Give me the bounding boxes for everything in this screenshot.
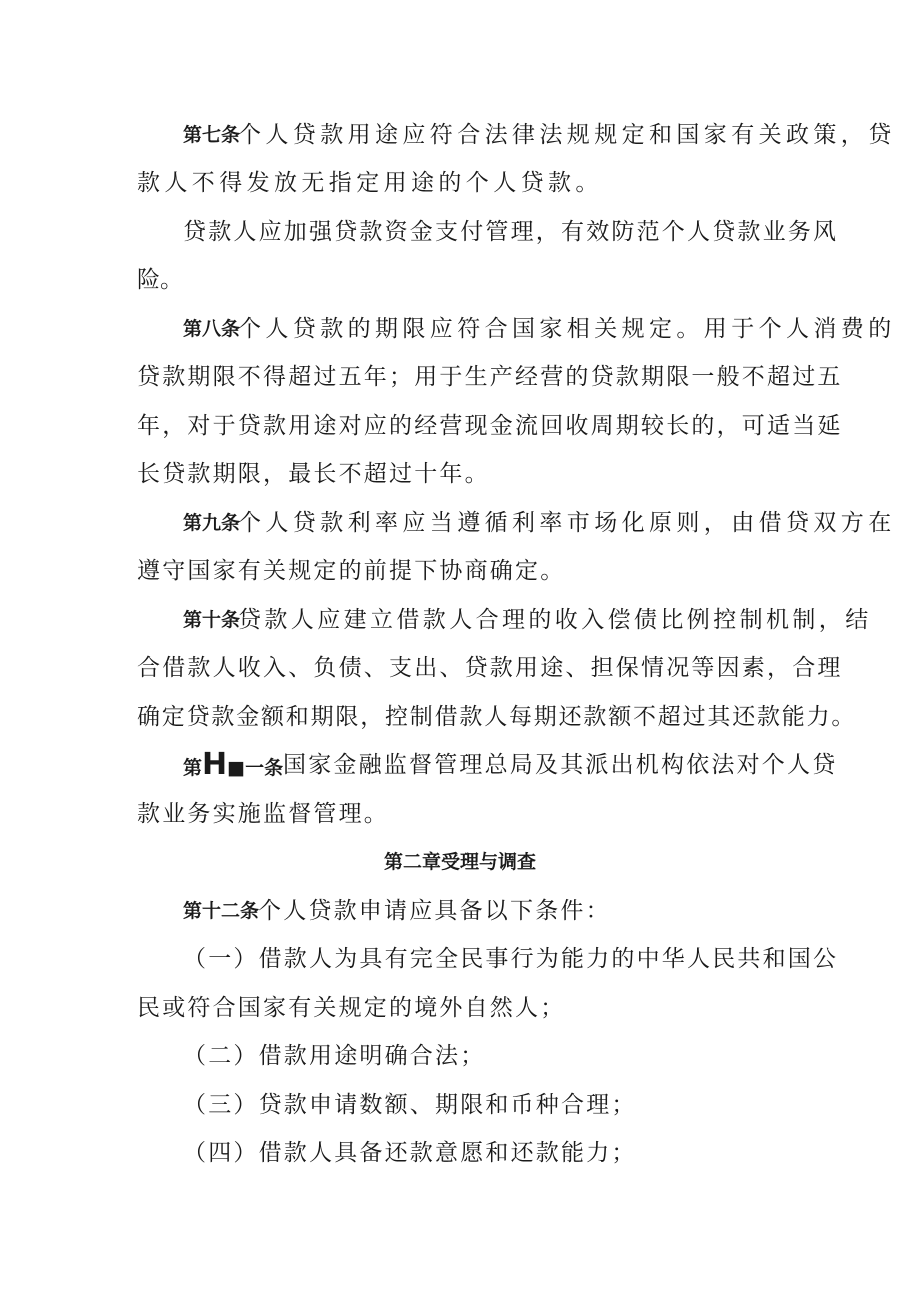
article-7-line-4 bbox=[0, 257, 920, 303]
article-7-line-2 bbox=[0, 160, 920, 206]
article-9-line-1 bbox=[0, 500, 920, 546]
article-7-text-3: 贷款人应加强贷款资金支付管理，有效防范个人贷款业务风 bbox=[183, 219, 839, 245]
condition-1-text-b: 民或符合国家有关规定的境外自然人； bbox=[137, 995, 566, 1021]
article-12-condition-2 bbox=[0, 1033, 920, 1079]
article-8-line-1 bbox=[0, 306, 920, 352]
article-8-text-1: 个人贷款的期限应符合国家相关规定。用于个人消费的 bbox=[238, 316, 896, 342]
chapter-2-heading: 第二章受理与调查 bbox=[383, 851, 536, 873]
article-7-line-3 bbox=[0, 209, 920, 255]
article-10-text-2: 合借款人收入、负债、支出、贷款用途、担保情况等因素，合理 bbox=[137, 655, 843, 681]
article-7-text-1: 个人贷款用途应符合法律法规规定和国家有关政策，贷 bbox=[238, 122, 896, 148]
article-9-number: 第九条 bbox=[183, 512, 241, 534]
article-8-line-2 bbox=[0, 354, 920, 400]
article-7-number: 第七条 bbox=[183, 124, 241, 146]
article-8-text-2: 贷款期限不得超过五年；用于生产经营的贷款期限一般不超过五 bbox=[137, 364, 843, 390]
article-7-text-2: 款人不得发放无指定用途的个人贷款。 bbox=[137, 170, 603, 196]
article-11-line-1 bbox=[0, 742, 920, 788]
article-7-line-1 bbox=[0, 112, 920, 158]
article-10-text-3: 确定贷款金额和期限，控制借款人每期还款额不超过其还款能力。 bbox=[137, 704, 857, 730]
condition-3-text: （三）贷款申请数额、期限和币种合理； bbox=[183, 1092, 637, 1118]
article-12-condition-1-line-2 bbox=[0, 985, 920, 1031]
article-7-text-4: 险。 bbox=[137, 267, 183, 293]
article-10-line-1 bbox=[0, 597, 920, 643]
article-10-line-2 bbox=[0, 645, 920, 691]
article-8-text-3: 年，对于贷款用途对应的经营现金流回收周期较长的，可适当延 bbox=[137, 413, 843, 439]
article-10-number: 第十条 bbox=[183, 609, 241, 631]
article-8-number: 第八条 bbox=[183, 318, 241, 340]
article-12-condition-1-line-1 bbox=[0, 936, 920, 982]
article-12-condition-3 bbox=[0, 1082, 920, 1128]
article-9-line-2 bbox=[0, 548, 920, 594]
article-11-line-2 bbox=[0, 791, 920, 837]
article-11-number: 第H■一条 bbox=[183, 747, 284, 782]
article-11-text-2: 款业务实施监督管理。 bbox=[137, 801, 389, 827]
article-12-text-1: 个人贷款申请应具备以下条件： bbox=[258, 898, 611, 924]
condition-2-text: （二）借款用途明确合法； bbox=[183, 1043, 486, 1069]
article-11-text-1: 国家金融监督管理总局及其派出机构依法对个人贷 bbox=[283, 752, 838, 778]
article-8-line-3 bbox=[0, 403, 920, 449]
article-8-line-4 bbox=[0, 451, 920, 497]
article-8-text-4: 长贷款期限，最长不超过十年。 bbox=[137, 461, 490, 487]
article-12-line-1 bbox=[0, 888, 920, 934]
article-12-number: 第十二条 bbox=[183, 900, 260, 922]
article-9-text-2: 遵守国家有关规定的前提下协商确定。 bbox=[137, 558, 566, 584]
condition-4-text: （四）借款人具备还款意愿和还款能力； bbox=[183, 1140, 637, 1166]
article-10-text-1: 贷款人应建立借款人合理的收入偿债比例控制机制，结 bbox=[238, 607, 872, 633]
article-10-line-3 bbox=[0, 694, 920, 740]
article-9-text-1: 个人贷款利率应当遵循利率市场化原则，由借贷双方在 bbox=[238, 510, 896, 536]
article-12-condition-4 bbox=[0, 1130, 920, 1176]
condition-1-text-a: （一）借款人为具有完全民事行为能力的中华人民共和国公 bbox=[183, 946, 839, 972]
